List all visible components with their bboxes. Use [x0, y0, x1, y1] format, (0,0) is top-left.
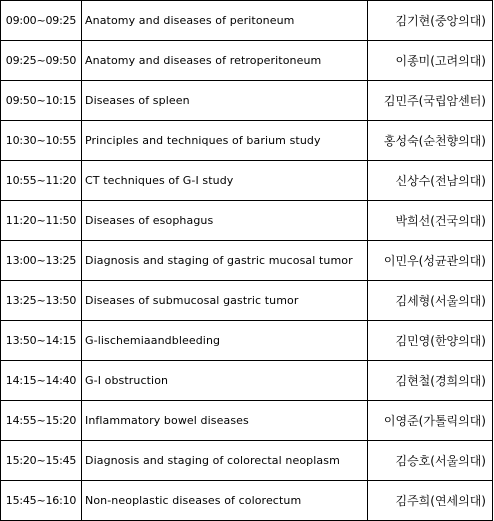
table-row	[1, 161, 493, 201]
table-row	[1, 1, 493, 41]
topic-cell: Anatomy and diseases of peritoneum	[82, 1, 368, 41]
speaker-cell: 김현철(경희의대)	[368, 361, 493, 401]
speaker-cell: 김세형(서울의대)	[368, 281, 493, 321]
time-cell: 15:45~16:10	[1, 481, 82, 521]
topic-cell: Diagnosis and staging of colorectal neoplasm	[82, 441, 368, 481]
time-cell: 13:00~13:25	[1, 241, 82, 281]
topic-cell: Anatomy and diseases of retroperitoneum	[82, 41, 368, 81]
time-cell: 14:15~14:40	[1, 361, 82, 401]
time-cell: 13:25~13:50	[1, 281, 82, 321]
table-row	[1, 281, 493, 321]
speaker-cell: 김승호(서울의대)	[368, 441, 493, 481]
topic-cell: Diagnosis and staging of gastric mucosal tumor	[82, 241, 368, 281]
time-cell: 14:55~15:20	[1, 401, 82, 441]
topic-cell: Non-neoplastic diseases of colorectum	[82, 481, 368, 521]
topic-cell: CT techniques of G-I study	[82, 161, 368, 201]
topic-cell: Diseases of submucosal gastric tumor	[82, 281, 368, 321]
table-row	[1, 401, 493, 441]
topic-cell: G-I obstruction	[82, 361, 368, 401]
time-cell: 10:55~11:20	[1, 161, 82, 201]
speaker-cell: 신상수(전남의대)	[368, 161, 493, 201]
table-row	[1, 121, 493, 161]
topic-cell: Inflammatory bowel diseases	[82, 401, 368, 441]
table-row	[1, 241, 493, 281]
speaker-cell: 김주희(연세의대)	[368, 481, 493, 521]
topic-cell: G-lischemiaandbleeding	[82, 321, 368, 361]
table-row	[1, 441, 493, 481]
time-cell: 13:50~14:15	[1, 321, 82, 361]
speaker-cell: 김민주(국립암센터)	[368, 81, 493, 121]
table-row	[1, 321, 493, 361]
table-row	[1, 481, 493, 521]
table-row	[1, 201, 493, 241]
table-row	[1, 361, 493, 401]
time-cell: 09:00~09:25	[1, 1, 82, 41]
table-row	[1, 81, 493, 121]
speaker-cell: 김민영(한양의대)	[368, 321, 493, 361]
speaker-cell: 이종미(고려의대)	[368, 41, 493, 81]
speaker-cell: 홍성숙(순천향의대)	[368, 121, 493, 161]
time-cell: 11:20~11:50	[1, 201, 82, 241]
topic-cell: Principles and techniques of barium study	[82, 121, 368, 161]
time-cell: 15:20~15:45	[1, 441, 82, 481]
time-cell: 09:50~10:15	[1, 81, 82, 121]
speaker-cell: 이영준(가톨릭의대)	[368, 401, 493, 441]
time-cell: 10:30~10:55	[1, 121, 82, 161]
speaker-cell: 박희선(건국의대)	[368, 201, 493, 241]
speaker-cell: 김기현(중앙의대)	[368, 1, 493, 41]
table-row	[1, 41, 493, 81]
speaker-cell: 이민우(성균관의대)	[368, 241, 493, 281]
topic-cell: Diseases of spleen	[82, 81, 368, 121]
time-cell: 09:25~09:50	[1, 41, 82, 81]
topic-cell: Diseases of esophagus	[82, 201, 368, 241]
